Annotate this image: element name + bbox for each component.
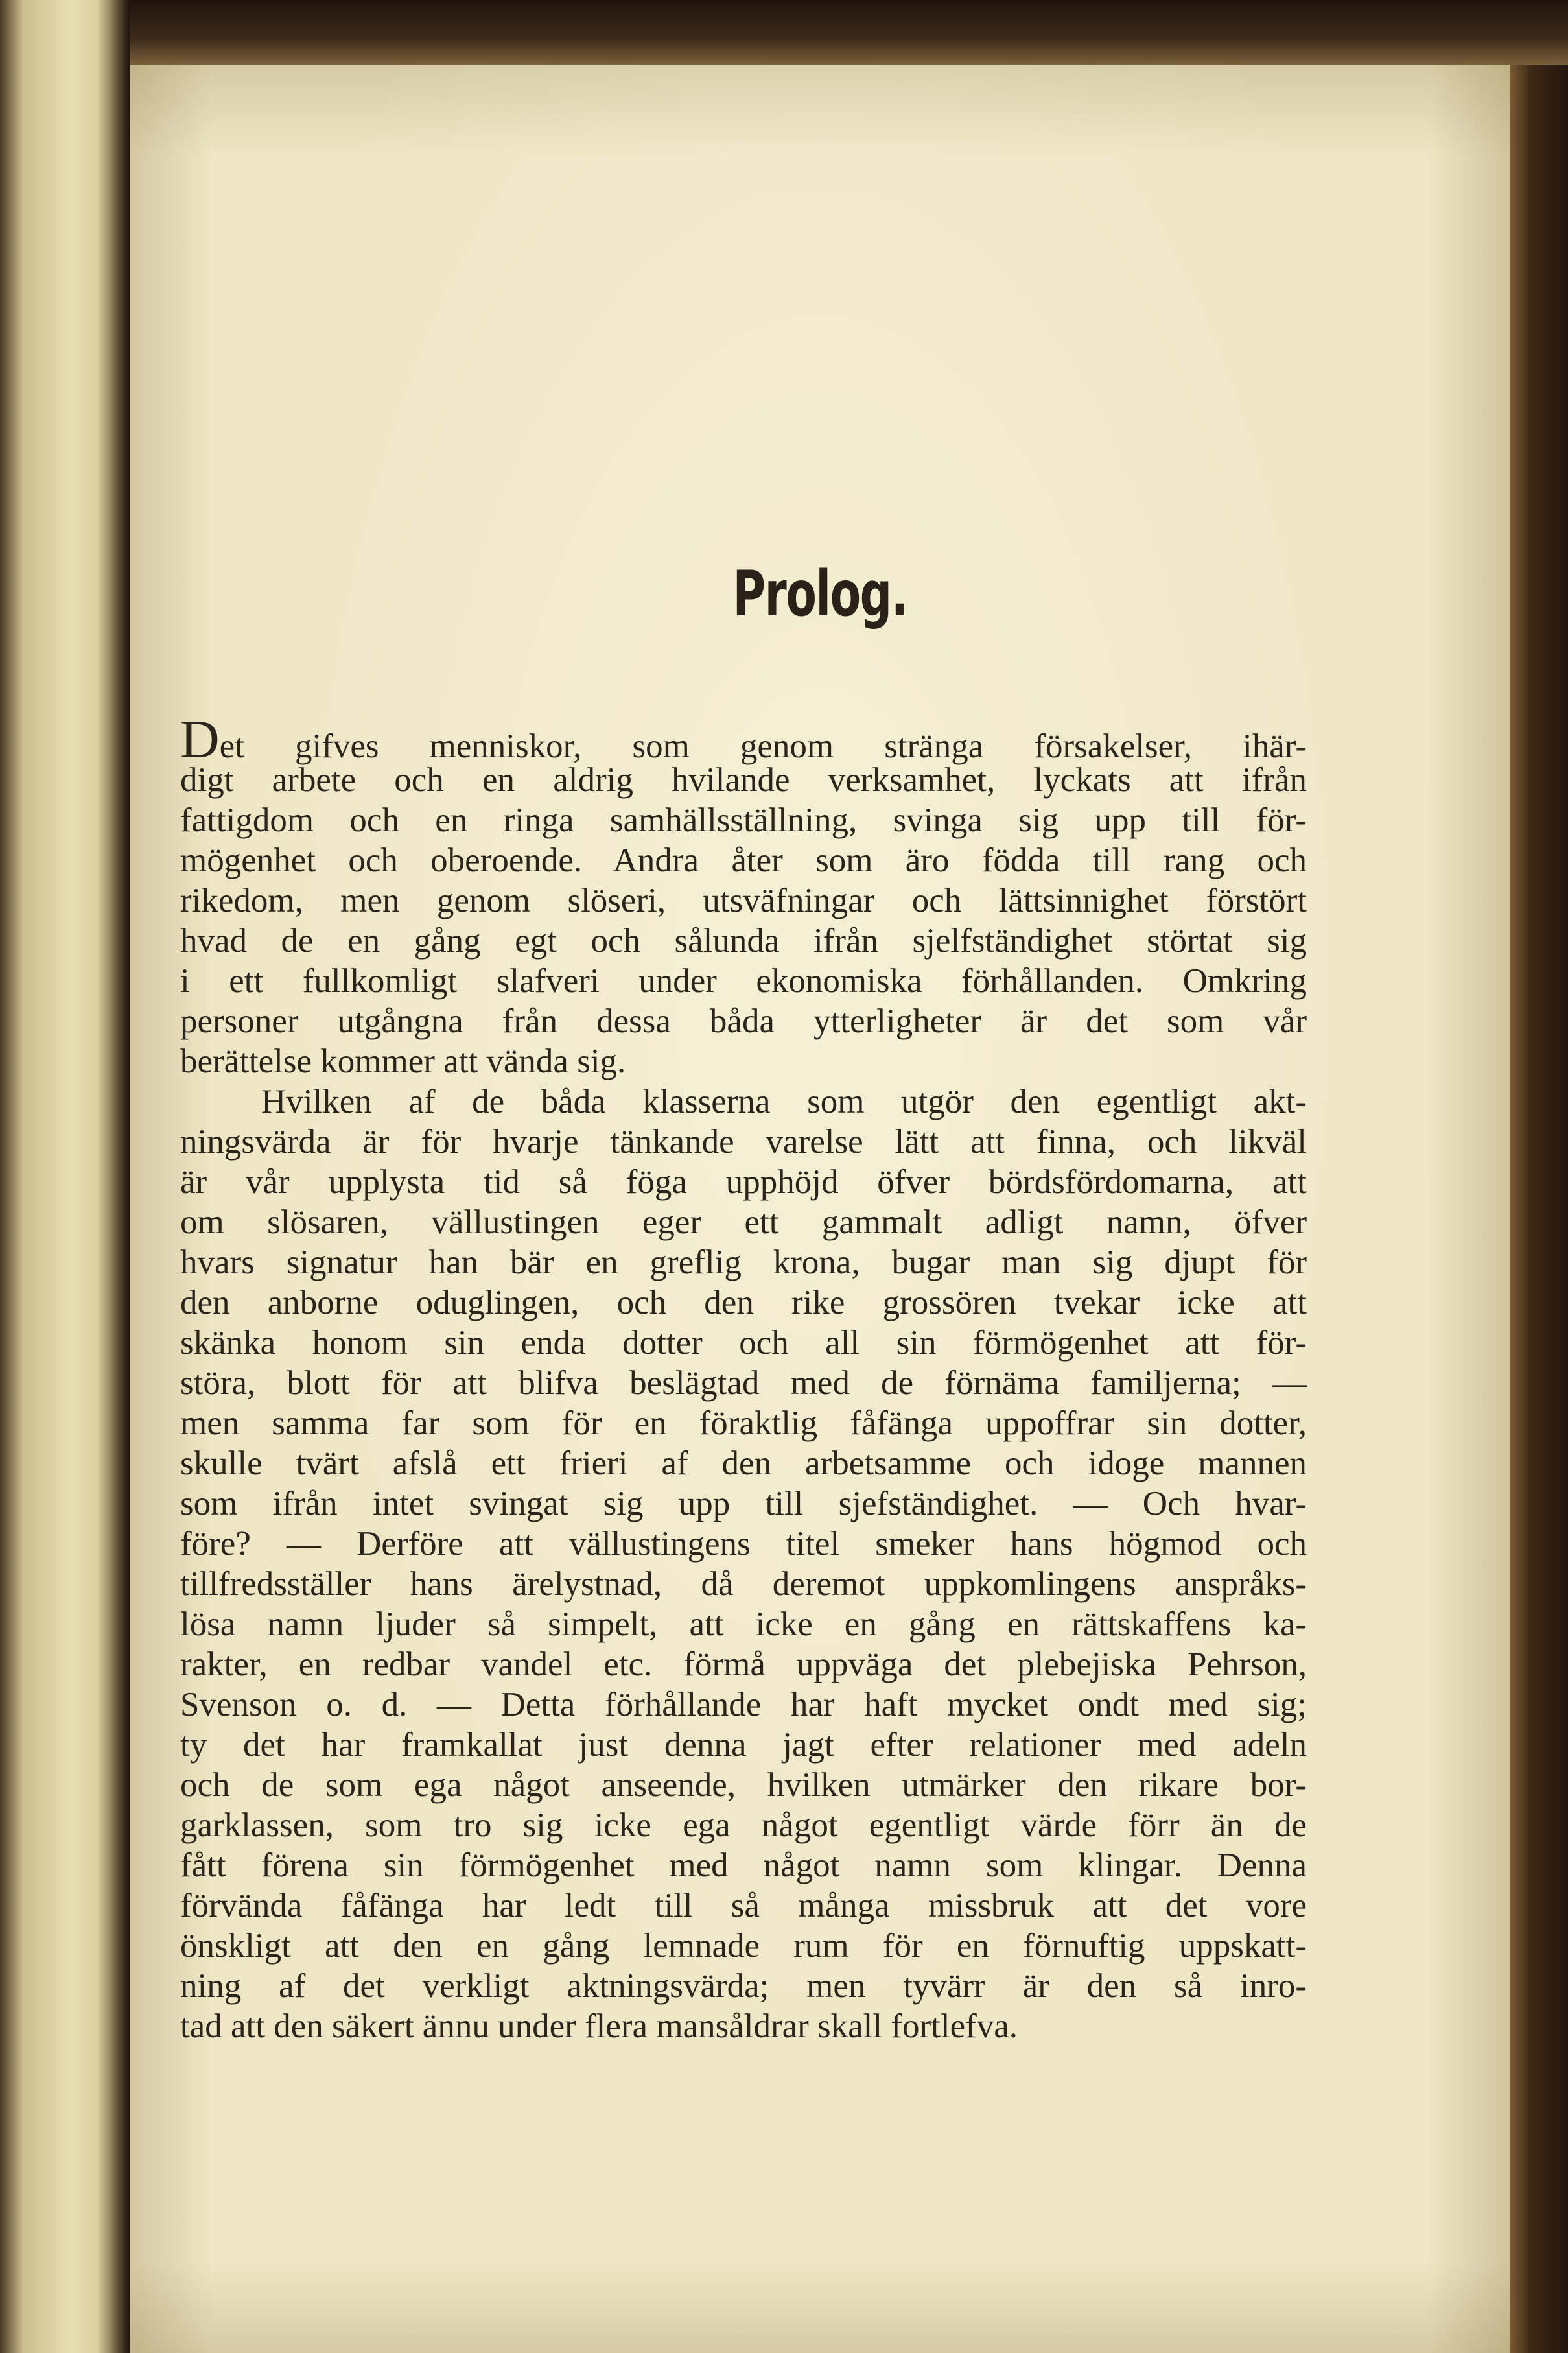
text-line: skulle tvärt afslå ett frieri af den arbetsamme och idoge mannen	[180, 1445, 1307, 1482]
text-line: önskligt att den en gång lemnade rum för en förnuftig uppskatt-	[180, 1927, 1307, 1965]
text-line: hvars signatur han bär en greflig krona, bugar man sig djupt för	[180, 1244, 1307, 1281]
text-line: lösa namn ljuder så simpelt, att icke en gång en rättskaffens ka-	[180, 1605, 1307, 1643]
book-gutter	[97, 0, 130, 2353]
body-text	[180, 709, 1307, 2046]
text-line: personer utgångna från dessa båda ytterligheter är det som vår	[180, 1002, 1307, 1040]
text-line: störa, blott för att blifva beslägtad med de förnäma familjerna; —	[180, 1364, 1307, 1402]
text-line: den anborne oduglingen, och den rike grossören tvekar icke att	[180, 1284, 1307, 1321]
text-line: rikedom, men genom slöseri, utsväfningar och lättsinnighet förstört	[180, 882, 1307, 919]
text-line	[180, 709, 1307, 770]
text-line: och de som ega något anseende, hvilken utmärker den rikare bor-	[180, 1766, 1307, 1804]
text-line: hvad de en gång egt och sålunda ifrån sjelfständighet störtat sig	[180, 922, 1307, 960]
text-line: digt arbete och en aldrig hvilande verksamhet, lyckats att ifrån	[180, 761, 1307, 799]
text-line: om slösaren, vällustingen eger ett gammalt adligt namn, öfver	[180, 1203, 1307, 1241]
text-line: Hvilken af de båda klasserna som utgör den egentligt akt-	[261, 1083, 1307, 1120]
text-line: men samma far som för en föraktlig fåfänga uppoffrar sin dotter,	[180, 1404, 1307, 1442]
text-line: fattigdom och en ringa samhällsställning, svinga sig upp till för-	[180, 801, 1307, 839]
paragraph	[180, 709, 1307, 1082]
text-line: tillfredsställer hans ärelystnad, då deremot uppkomlingens anspråks-	[180, 1565, 1307, 1603]
drop-cap: D	[180, 709, 220, 770]
text-line: förvända fåfänga har ledt till så många missbruk att det vore	[180, 1887, 1307, 1924]
text-line: mögenhet och oberoende. Andra åter som äro födda till rang och	[180, 842, 1307, 879]
page-title: Prolog.	[732, 558, 907, 630]
text-line: ning af det verkligt aktningsvärda; men tyvärr är den så inro-	[180, 1967, 1307, 2005]
text-line: är vår upplysta tid så föga upphöjd öfver bördsfördomarna, att	[180, 1163, 1307, 1201]
text-line-rest: et gifves menniskor, som genom stränga försakelser, ihär-	[219, 727, 1307, 765]
book-page	[130, 65, 1510, 2353]
text-line: fått förena sin förmögenhet med något namn som klingar. Denna	[180, 1847, 1307, 1884]
text-line: garklassen, som tro sig icke ega något egentligt värde förr än de	[180, 1806, 1307, 1844]
text-line: rakter, en redbar vandel etc. förmå uppväga det plebejiska Pehrson,	[180, 1646, 1307, 1683]
text-line: berättelse kommer att vända sig.	[180, 1043, 626, 1080]
text-line: i ett fullkomligt slafveri under ekonomiska förhållanden. Omkring	[180, 962, 1307, 1000]
text-line: tad att den säkert ännu under flera mansåldrar skall fortlefva.	[180, 2007, 1018, 2045]
text-line: skänka honom sin enda dotter och all sin förmögenhet att för-	[180, 1324, 1307, 1362]
right-page-edge	[1510, 65, 1568, 2353]
text-line: före? — Derföre att vällustingens titel smeker hans högmod och	[180, 1525, 1307, 1563]
paragraph	[180, 1082, 1307, 2046]
text-line: ty det har framkallat just denna jagt efter relationer med adeln	[180, 1726, 1307, 1764]
text-line: ningsvärda är för hvarje tänkande varelse lätt att finna, och likväl	[180, 1123, 1307, 1161]
text-line: som ifrån intet svingat sig upp till sjefständighet. — Och hvar-	[180, 1485, 1307, 1522]
top-edge	[130, 0, 1568, 65]
text-line: Svenson o. d. — Detta förhållande har haft mycket ondt med sig;	[180, 1686, 1307, 1723]
